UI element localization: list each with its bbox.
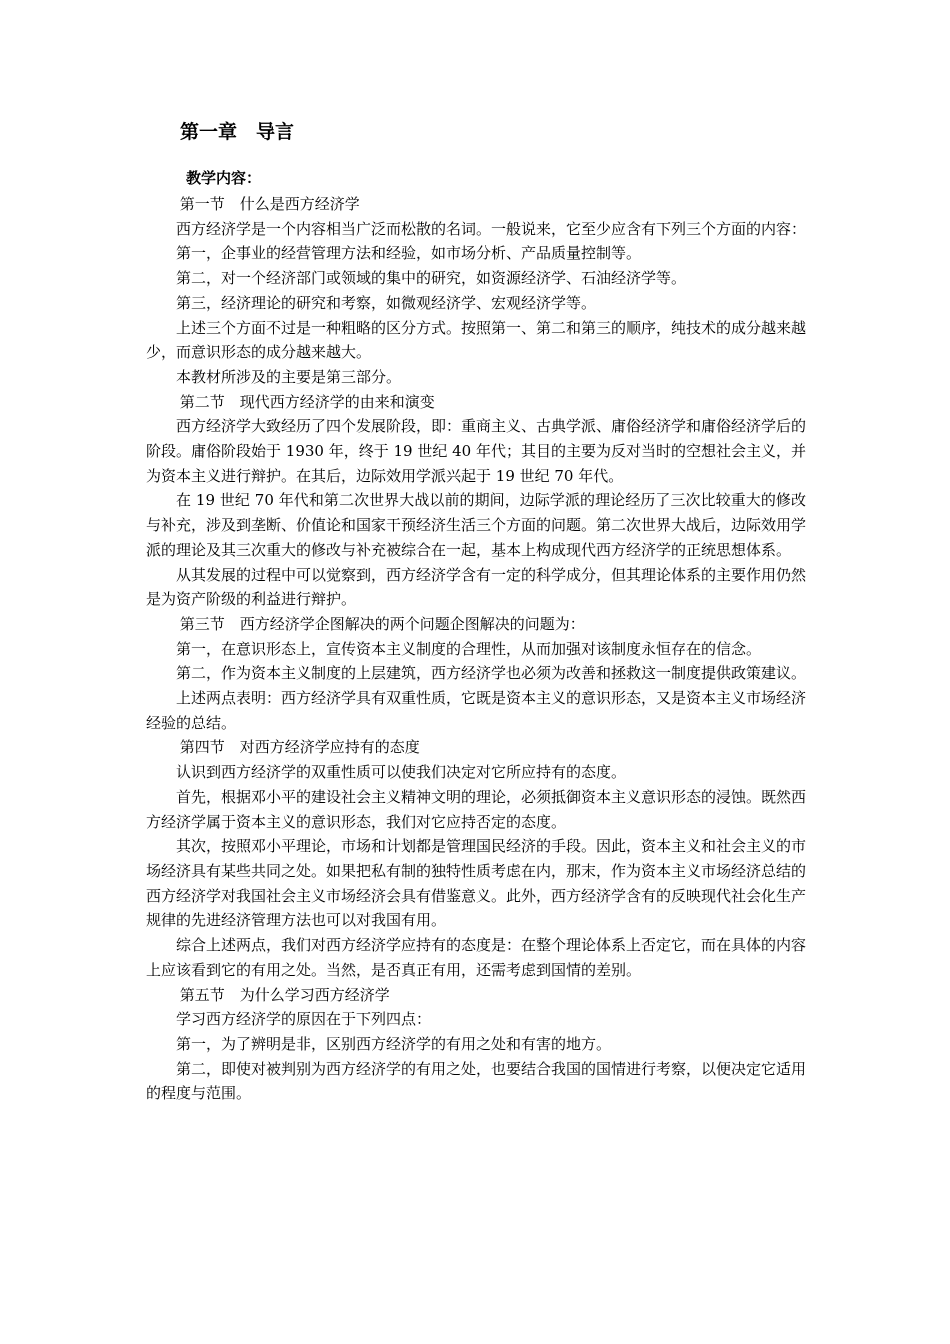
body-paragraph: 其次，按照邓小平理论，市场和计划都是管理国民经济的手段。因此，资本主义和社会主义的市场经济具有某些共同之处。如果把私有制的独特性质考虑在内，那末，作为资本主义市场经济总结的西方经济学对我国社会主义市场经济会具有借鉴意义。此外，西方经济学含有的反映现代社会化生产规律的先进经济管理方法也可以对我国有用。 [146,837,807,930]
document-body [146,192,806,1106]
body-paragraph: 首先，根据邓小平的建设社会主义精神文明的理论，必须抵御资本主义意识形态的浸蚀。既然西方经济学属于资本主义的意识形态，我们对它应持否定的态度。 [146,787,807,831]
body-paragraph: 第二，作为资本主义制度的上层建筑，西方经济学也必须为改善和拯救这一制度提供政策建议。 [176,664,807,683]
body-paragraph: 综合上述两点，我们对西方经济学应持有的态度是：在整个理论体系上否定它，而在具体的内容上应该看到它的有用之处。当然，是否真正有用，还需考虑到国情的差别。 [146,936,807,979]
body-paragraph: 在 19 世纪 70 年代和第二次世界大战以前的期间，边际学派的理论经历了三次比较重大的修改与补充，涉及到垄断、价值论和国家干预经济生活三个方面的问题。第二次世界大战后，边际效用学派的理论及其三次重大的修改与补充被综合在一起，基本上构成现代西方经济学的正统思想体系。 [146,491,807,559]
body-paragraph: 学习西方经济学的原因在于下列四点： [176,1010,432,1029]
teaching-content-label: 教学内容： [186,169,262,187]
body-paragraph: 从其发展的过程中可以觉察到，西方经济学含有一定的科学成分，但其理论体系的主要作用仍然是为资产阶级的利益进行辩护。 [146,565,807,609]
body-paragraph: 上述两点表明：西方经济学具有双重性质，它既是资本主义的意识形态，又是资本主义市场经济经验的总结。 [146,689,807,732]
section-heading: 第一节 什么是西方经济学 [179,195,360,213]
body-paragraph: 第一，为了辨明是非，区别西方经济学的有用之处和有害的地方。 [176,1034,612,1053]
chapter-title: 第一章 导言 [180,121,295,143]
body-paragraph: 上述三个方面不过是一种粗略的区分方式。按照第一、第二和第三的顺序，纯技术的成分越来越少，而意识形态的成分越来越大。 [146,318,807,362]
body-paragraph: 第一，在意识形态上，宣传资本主义制度的合理性，从而加强对该制度永恒存在的信念。 [176,639,762,658]
body-paragraph: 第一，企事业的经营管理方法和经验，如市场分析、产品质量控制等。 [176,244,642,263]
body-paragraph: 第二，即使对被判别为西方经济学的有用之处，也要结合我国的国情进行考察，以便决定它适用的程度与范围。 [146,1059,807,1103]
body-paragraph: 第二，对一个经济部门或领域的集中的研究，如资源经济学、石油经济学等。 [176,269,687,288]
body-paragraph: 第三，经济理论的研究和考察，如微观经济学、宏观经济学等。 [176,293,597,312]
section-heading: 第二节 现代西方经济学的由来和演变 [179,392,435,411]
section-heading: 第四节 对西方经济学应持有的态度 [179,738,420,757]
body-paragraph: 西方经济学是一个内容相当广泛而松散的名词。一般说来，它至少应含有下列三个方面的内容： [176,219,807,238]
section-heading: 第五节 为什么学习西方经济学 [179,985,390,1004]
body-paragraph: 西方经济学大致经历了四个发展阶段，即：重商主义、古典学派、庸俗经济学和庸俗经济学后的阶段。庸俗阶段始于 1930 年，终于 19 世纪 40 年代；其目的主要为反对当时的空想社会主义，并为资本主义进行辩护。在其后，边际效用学派兴起于 19 世纪 70 年代。 [146,417,807,485]
section-heading: 第三节 西方经济学企图解决的两个问题企图解决的问题为： [179,614,585,633]
body-paragraph: 认识到西方经济学的双重性质可以使我们决定对它所应持有的态度。 [176,763,627,782]
body-paragraph: 本教材所涉及的主要是第三部分。 [176,367,402,386]
